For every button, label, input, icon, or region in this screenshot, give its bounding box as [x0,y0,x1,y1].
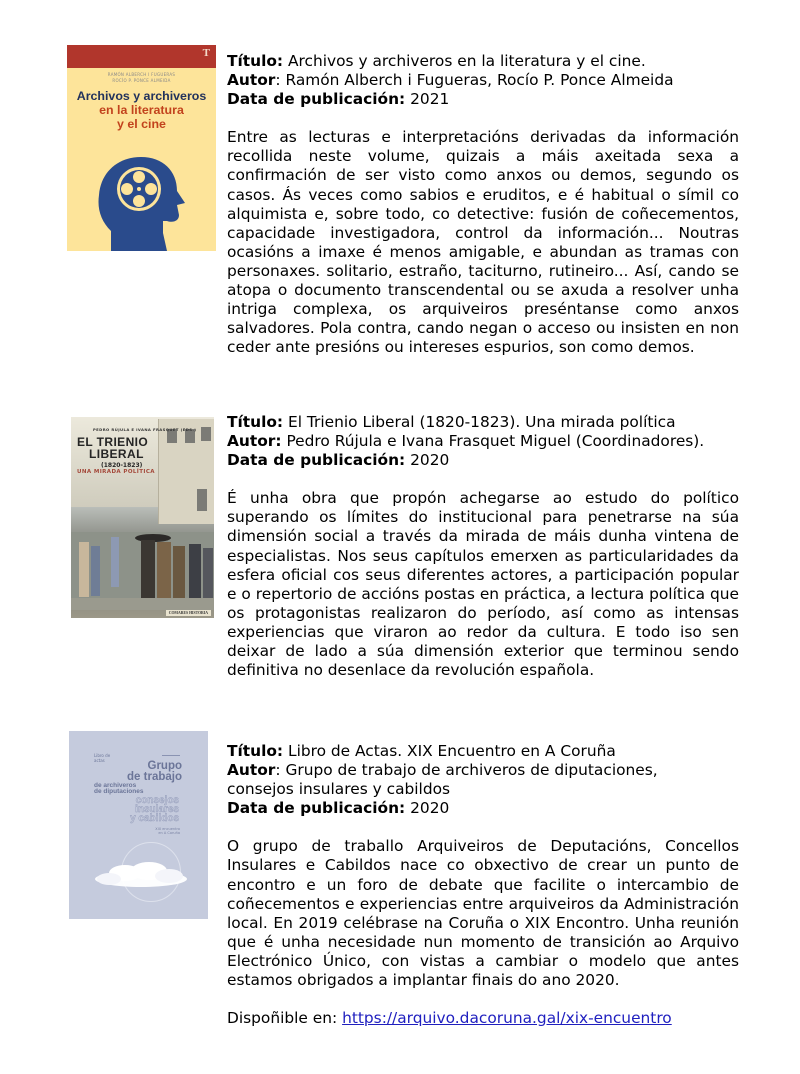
book-author: Pedro Rújula e Ivana Frasquet Miguel (Coordinadores). [286,432,705,451]
publication-date: 2021 [410,90,450,109]
book-title: El Trienio Liberal (1820-1823). Una mirada política [288,413,676,431]
cover-small-label: Libro de actas [94,753,111,763]
cover-dates: (1820-1823) [101,462,143,469]
author-row-continued: consejos insulares y cabildos [227,780,451,799]
cloud-icon [91,861,191,889]
cover-publisher: COMARES HISTORIA [166,610,211,616]
book-description: É unha obra que propón achegarse ao estudo do político superando os límites do institucional para penetrarse na súa dimensión social a través da mirada de máis dunha vintena de especialistas. Nos seus capítulos emerxen as particularidades da esfera oficial cos seus diferentes actores, a participación popular e o repertorio de accións postas en práctica, a lectura política que os protagonistas realizaron do período, así como as intensas experiencias que viraron ao redor da cultura. E todo iso sen deixar de lado a súa dimensión exterior que terminou sendo definitiva no desenlace da revolución española. [227,489,739,680]
book-info-2 [227,413,739,680]
title-row: Título: Libro de Actas. XIX Encuentro en A Coruña [227,742,616,760]
book-info-3 [227,742,739,1028]
title-row: Título: El Trienio Liberal (1820-1823). Una mirada política [227,413,676,431]
cover-title: Grupo de trabajo [127,760,182,783]
publication-date: 2020 [410,451,450,470]
date-row: Data de publicación: 2020 [227,451,450,470]
cover-top-band [67,45,216,68]
author-row: Autor: Pedro Rújula e Ivana Frasquet Miguel (Coordinadores). [227,432,705,451]
cover-authors: RAMÓN ALBERCH I FUGUERAS ROCÍO P. PONCE ALMEIDA [107,72,176,83]
cover-outline-title: consejos insulares y cabildos [130,795,179,824]
author-row: Autor: Grupo de trabajo de archiveros de diputaciones, [227,761,658,780]
xix-encuentro-link[interactable]: https://arquivo.dacoruna.gal/xix-encuentro [342,1009,672,1028]
book-cover-archivos-y-archiveros [67,45,216,251]
book-author: Grupo de trabajo de archiveros de diputaciones, [285,761,658,780]
film-reel-head-icon [97,145,187,251]
author-row: Autor: Ramón Alberch i Fugueras, Rocío P. Ponce Almeida [227,71,674,90]
cover-subtitle: de archiveros de diputaciones [94,782,144,795]
title-row: Título: Archivos y archiveros en la literatura y el cine. [227,52,646,70]
cover-title-line1: Archivos y archiveros [76,89,207,103]
date-row: Data de publicación: 2021 [227,90,450,109]
date-row: Data de publicación: 2020 [227,799,450,818]
book-description: O grupo de traballo Arquiveiros de Deputacións, Concellos Insulares e Cabildos nace co obxectivo de crear un punto de encontro e un foro de debate que facilite o intercambio de coñecementos e experiencias entre arquiveiros da Administración local. En 2019 celébrase na Coruña o XIX Encontro. Unha reunión que é unha necesidade nun momento de transición ao Arquivo Electrónico Único, con vistas a cambiar o modelo que antes estamos obrigados a implantar finais do ano 2020. [227,837,739,990]
cover-title-accent: en la literatura y el cine [99,103,184,131]
cover-footer: XIX encuentro en A Coruña [155,827,180,835]
cover-crowd-illustration [71,532,214,610]
publisher-logo-icon: T [202,47,210,59]
cover-subtitle: UNA MIRADA POLÍTICA [77,469,155,475]
book-title: Libro de Actas. XIX Encuentro en A Coruña [288,742,616,760]
book-cover-trienio-liberal [71,417,214,618]
publication-date: 2020 [410,799,450,818]
book-info-1 [227,52,739,357]
book-author: Ramón Alberch i Fugueras, Rocío P. Ponce Almeida [285,71,674,90]
availability-row [227,1009,739,1028]
book-title: Archivos y archiveros en la literatura y el cine. [288,52,646,70]
book-cover-libro-de-actas [69,731,208,919]
cover-editors: PEDRO RÚJULA E IVANA FRASQUET (EDS.) [93,427,197,432]
book-description: Entre as lecturas e interpretacións derivadas da información recollida neste volume, quizais a máis axeitada sexa a confirmación de ser visto como anxos ou demos, segundo os casos. Ás veces como sabios e eruditos, e é habitual o símil co alquimista e, sobre todo, co detective: fusión de coñecementos, capacidade investigadora, control da información... Noutras ocasións a imaxe é menos amigable, e abundan as tramas con personaxes. solitario, estraño, taciturno, rutineiro... Así, cando se atopa o documento transcendental ou se axuda a resolver unha intriga complexa, os arquiveiros preséntanse como anxos salvadores. Pola contra, cando negan o acceso ou insisten en non ceder ante presións ou intereses espurios, son como demos. [227,128,739,357]
cover-building [158,419,214,524]
available-label: Dispoñible en: [227,1009,343,1028]
cover-title: EL TRIENIO LIBERAL [77,435,149,461]
